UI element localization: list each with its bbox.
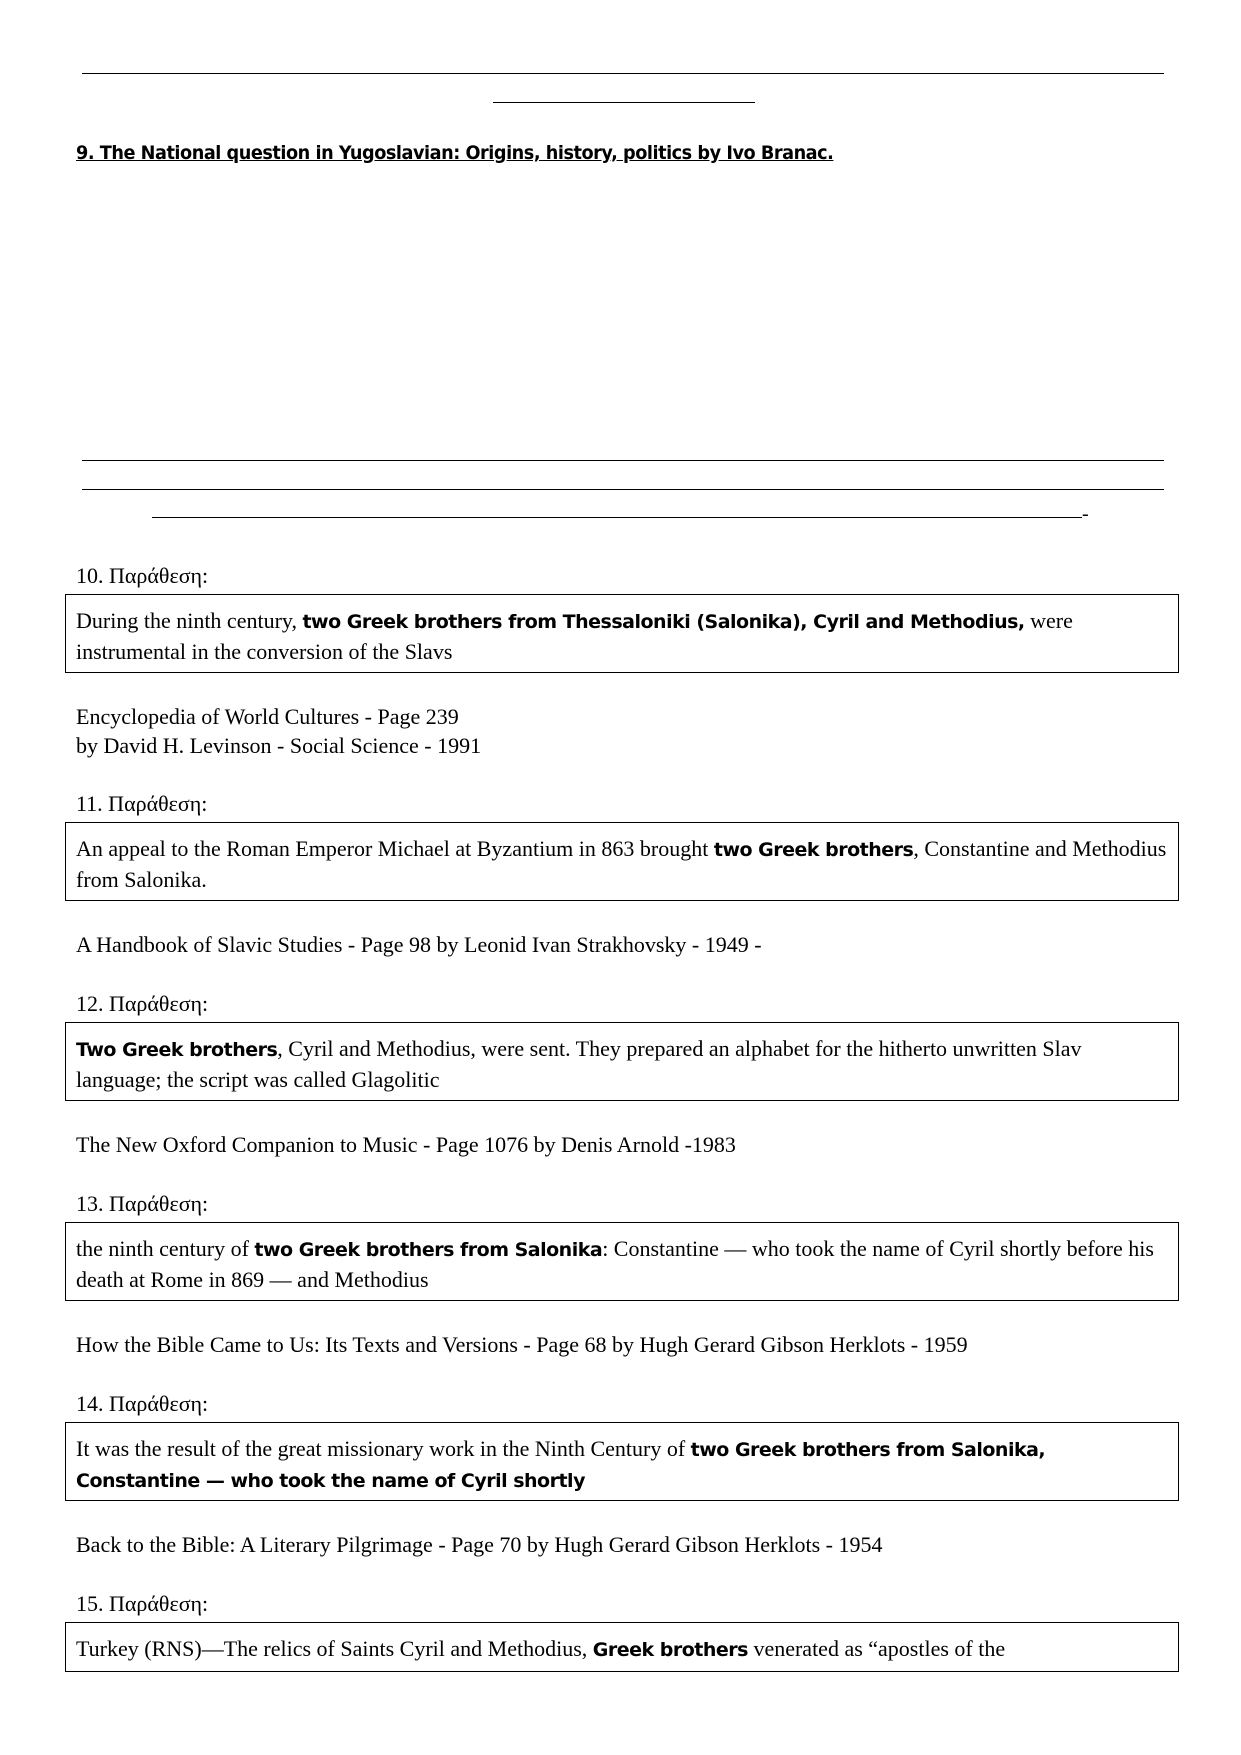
source-line: How the Bible Came to Us: Its Texts and Versions - Page 68 by Hugh Gerard Gibson Herklots - 1959 (76, 1332, 968, 1357)
quote-text-bold: Greek brothers (592, 1639, 748, 1661)
quote-label: 13. Παράθεση: (76, 1191, 209, 1216)
quote-text: , Constantine and Methodius from Salonika. (76, 836, 1167, 892)
source-citation (76, 1530, 883, 1559)
quote-label: 15. Παράθεση: (76, 1591, 209, 1616)
blank-line (82, 73, 1164, 74)
quote-box (65, 1022, 1179, 1101)
source-line: The New Oxford Companion to Music - Page 1076 by Denis Arnold -1983 (76, 1132, 736, 1157)
quote-box (65, 822, 1179, 901)
trailing-dash: - (1082, 503, 1089, 525)
quote-text: An appeal to the Roman Emperor Michael at Byzantium in 863 brought (76, 836, 714, 861)
quote-text: Turkey (RNS)—The relics of Saints Cyril and Methodius, (76, 1636, 593, 1661)
blank-line (152, 517, 1082, 518)
quote-text: were instrumental in the conversion of the Slavs (76, 608, 1073, 664)
source-citation (76, 702, 481, 760)
quote-text: During the ninth century, (76, 608, 303, 633)
quote-box (65, 594, 1179, 673)
quote-box (65, 1222, 1179, 1301)
source-citation (76, 1130, 736, 1159)
blank-line (493, 102, 755, 103)
blank-line (82, 460, 1164, 461)
quote-text: venerated as “apostles of the (747, 1636, 1006, 1661)
quote-text: : Constantine — who took the name of Cyril shortly before his death at Rome in 869 — and Methodius (76, 1236, 1154, 1292)
source-citation (76, 1330, 968, 1359)
quote-box (65, 1422, 1179, 1501)
quote-label: 11. Παράθεση: (76, 791, 208, 816)
quote-text: , Cyril and Methodius, were sent. They prepared an alphabet for the hitherto unwritten Slav language; the script was called Glagolitic (76, 1036, 1082, 1092)
source-citation (76, 930, 762, 959)
quote-text-bold: two Greek brothers from Salonika (254, 1239, 603, 1261)
quote-text-bold: two Greek brothers from Thessaloniki (Salonika), Cyril and Methodius, (302, 611, 1025, 633)
quote-text-bold: two Greek brothers from Salonika, Constantine — who took the name of Cyril shortly (76, 1439, 1046, 1492)
quote-text-bold: Two Greek brothers (76, 1039, 278, 1061)
source-line: Back to the Bible: A Literary Pilgrimage - Page 70 by Hugh Gerard Gibson Herklots - 1954 (76, 1532, 883, 1557)
source-line: A Handbook of Slavic Studies - Page 98 by Leonid Ivan Strakhovsky - 1949 - (76, 932, 762, 957)
quote-box (65, 1622, 1179, 1672)
quote-text: It was the result of the great missionary work in the Ninth Century of (76, 1436, 691, 1461)
quote-label: 10. Παράθεση: (76, 563, 209, 588)
source-line: by David H. Levinson - Social Science - 1991 (76, 733, 482, 758)
blank-line (82, 489, 1164, 490)
source-line: Encyclopedia of World Cultures - Page 239 (76, 704, 459, 729)
quote-text-bold: two Greek brothers (713, 839, 914, 861)
quote-label: 12. Παράθεση: (76, 991, 209, 1016)
section-heading: 9. The National question in Yugoslavian: Origins, history, politics by Ivo Branac. (76, 142, 834, 164)
quote-label: 14. Παράθεση: (76, 1391, 209, 1416)
quote-text: the ninth century of (76, 1236, 255, 1261)
